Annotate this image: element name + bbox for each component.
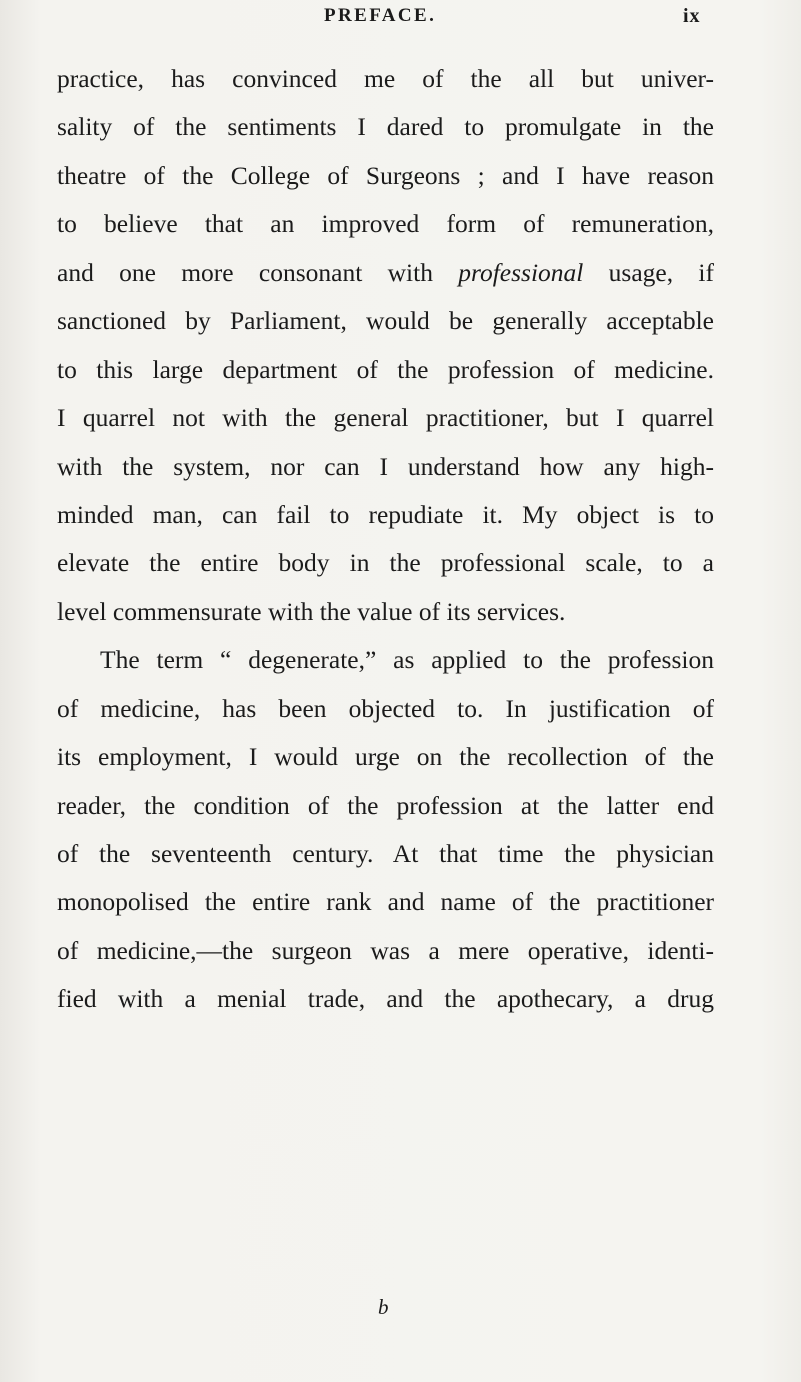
text-line: minded man, can fail to repudiate it. My object is to [57, 499, 714, 529]
text-line: level commensurate with the value of its services. [57, 596, 566, 626]
text-line: its employment, I would urge on the recollection of the [57, 742, 714, 772]
body-text [57, 55, 714, 1024]
text-line: reader, the condition of the profession at the latter end [57, 790, 714, 820]
text-line: to this large department of the profession of medicine. [57, 354, 714, 384]
text-line: with the system, nor can I understand how any high- [57, 451, 714, 481]
signature-mark: b [378, 1295, 389, 1319]
text-line: theatre of the College of Surgeons ; and I have reason [57, 160, 714, 190]
text-line [57, 249, 714, 297]
text-line: fied with a menial trade, and the apothecary, a drug [57, 984, 714, 1014]
running-title: PREFACE. [324, 5, 437, 26]
text-run: and one more consonant with [57, 257, 459, 287]
text-line: of the seventeenth century. At that time the physician [57, 839, 714, 868]
text-line: sanctioned by Parliament, would be generally acceptable [57, 306, 714, 336]
text-line: sality of the sentiments I dared to promulgate in the [57, 112, 714, 142]
page-number: ix [683, 5, 701, 27]
text-line: practice, has convinced me of the all but univer- [57, 64, 714, 93]
text-line: of medicine, has been objected to. In justification of [57, 693, 714, 723]
text-line: monopolised the entire rank and name of the practitioner [57, 887, 714, 917]
text-line: of medicine,—the surgeon was a mere operative, identi- [57, 935, 714, 965]
italic-word: professional [458, 257, 584, 287]
text-run: usage, if [583, 257, 714, 287]
text-line: elevate the entire body in the professional scale, to a [57, 548, 714, 578]
text-line: The term “ degenerate,” as applied to the profession [100, 645, 714, 675]
text-line: to believe that an improved form of remuneration, [57, 209, 714, 239]
running-head [0, 4, 801, 28]
text-line: I quarrel not with the general practitioner, but I quarrel [57, 403, 714, 433]
